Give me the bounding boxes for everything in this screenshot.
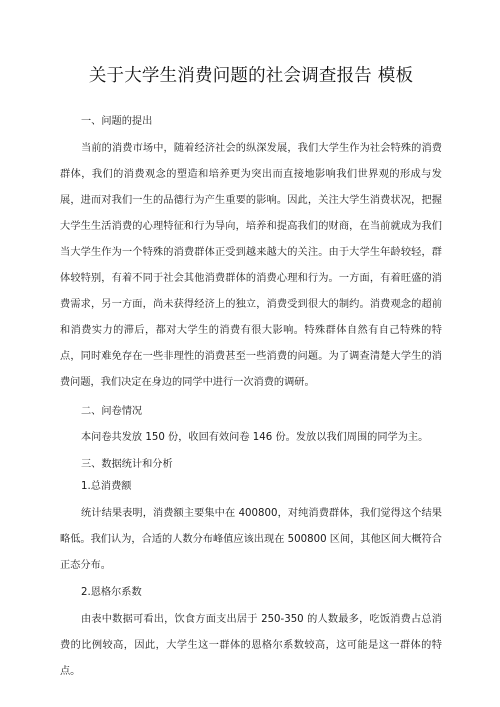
paragraph-total-consumption: 统计结果表明，消费额主要集中在 400800，对纯消费群体，我们觉得这个结果略低。我们认为，合适的人数分布峰值应该出现在 500800 区间，其他区间大概符合正态分布。 — [60, 508, 442, 571]
subsection-heading-engel-coefficient: 2.恩格尔系数 — [81, 587, 142, 598]
paragraph-engel-coefficient: 由表中数据可看出，饮食方面支出居于 250-350 的人数最多，吃饭消费占总消费的比例较高，因此，大学生这一群体的恩格尔系数较高，这可能是这一群体的特点。 — [60, 614, 442, 677]
section-heading-statistics: 三、数据统计和分析 — [81, 459, 173, 470]
subsection-heading-total-consumption: 1.总消费额 — [81, 481, 132, 492]
paragraph-questionnaire: 本问卷共发放 150 份，收回有效问卷 146 份。发放以我们周围的同学为主。 — [81, 432, 429, 443]
document-title: 关于大学生消费问题的社会调查报告 模板 — [88, 66, 414, 86]
section-heading-questionnaire: 二、问卷情况 — [81, 406, 143, 417]
paragraph-problem: 当前的消费市场中，随着经济社会的纵深发展，我们大学生作为社会特殊的消费群体，我们的消费观念的塑造和培养更为突出而直接地影响我们世界观的形成与发展，进而对我们一生的品德行为产生重要的影响。因此，关注大学生消费状况，把握大学生生活消费的心理特征和行为导向，培养和提高我们的财商，在当前就成为我们当大学生作为一个特殊的消费群体正受到越来越大的关注。由于大学生年龄较轻，群体较特别，有着不同于社会其他消费群体的消费心理和行为。一方面，有着旺盛的消费需求，另一方面，尚未获得经济上的独立，消费受到很大的制约。消费观念的超前和消费实力的滞后，都对大学生的消费有很大影响。特殊群体自然有自己特殊的特点，同时难免存在一些非理性的消费甚至一些消费的问题。为了调查清楚大学生的消费问题，我们决定在身边的同学中进行一次消费的调研。 — [60, 143, 442, 388]
document-body — [60, 114, 442, 685]
section-heading-problem: 一、问题的提出 — [81, 116, 153, 127]
